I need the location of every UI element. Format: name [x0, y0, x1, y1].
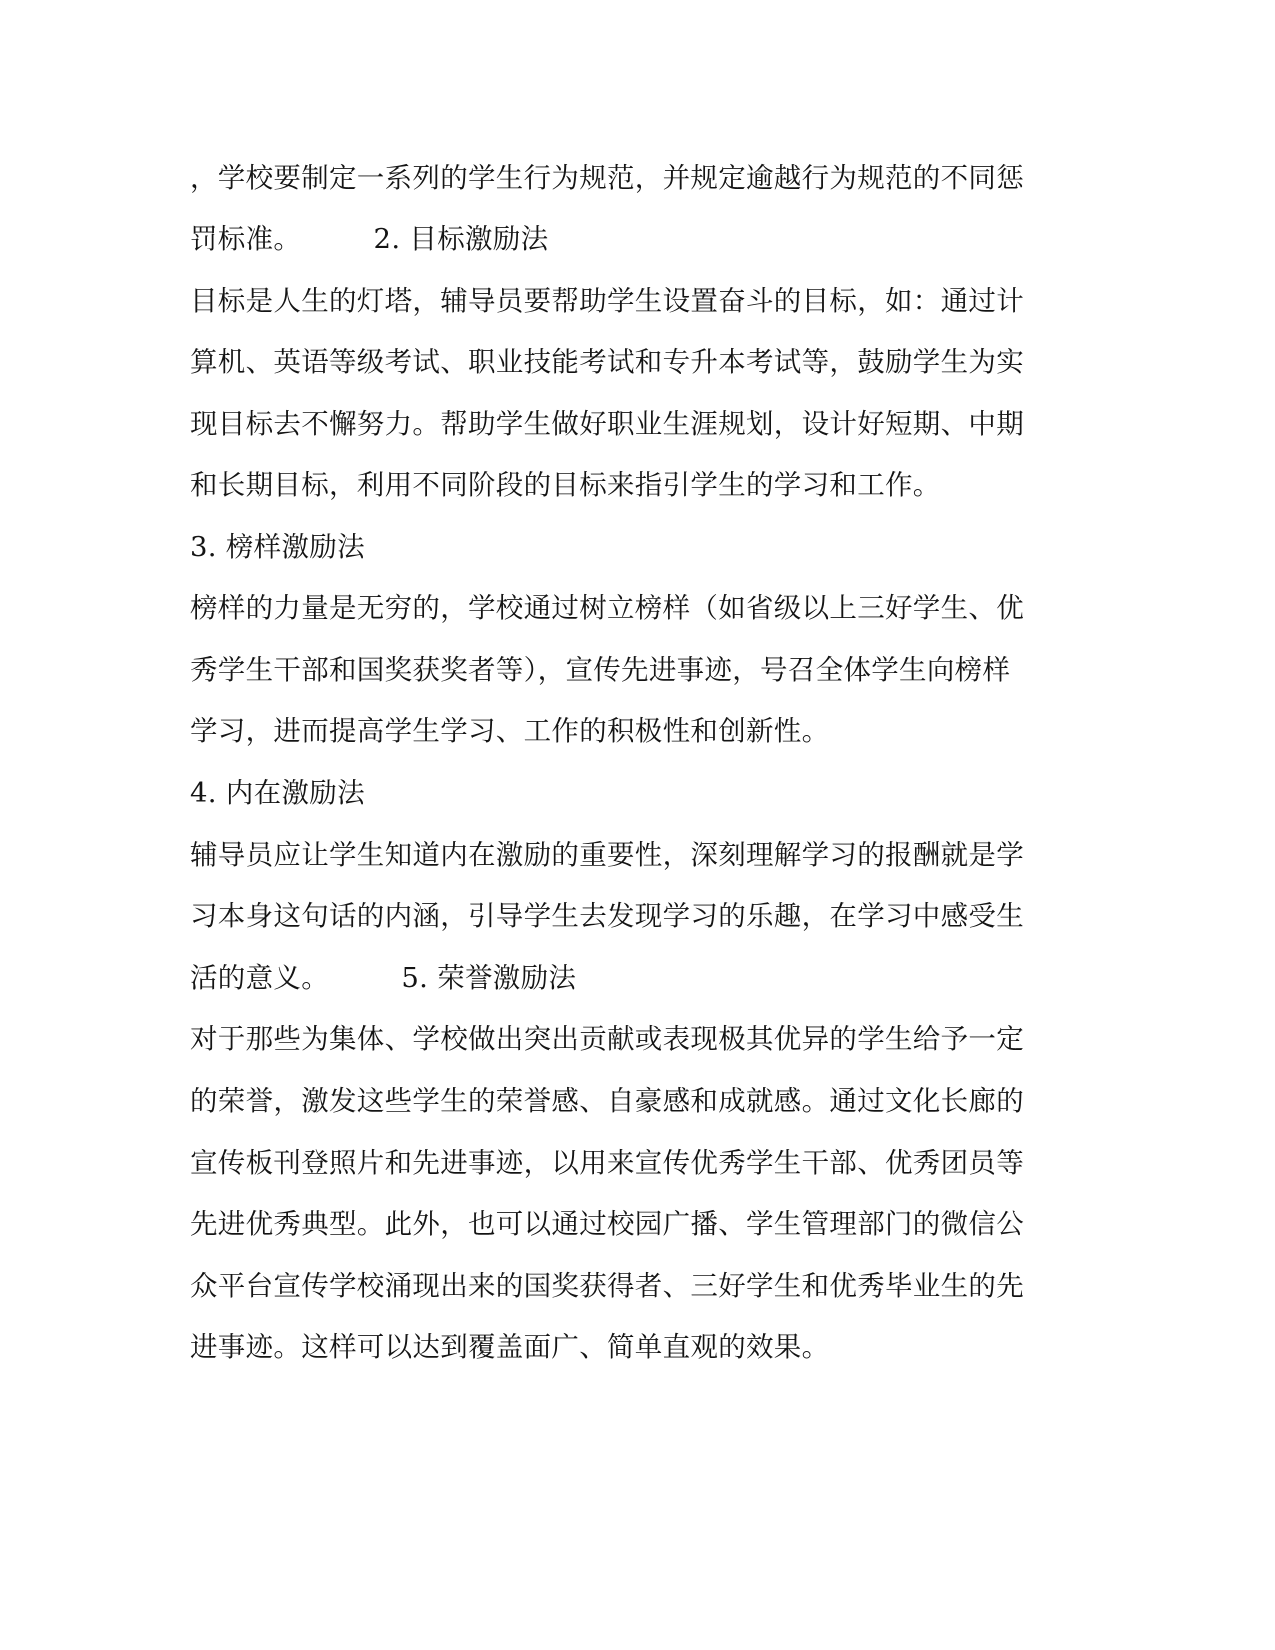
text-line: 算机、英语等级考试、职业技能考试和专升本考试等，鼓励学生为实 [190, 346, 1024, 378]
section-heading: 4. 内在激励法 [190, 777, 365, 809]
text-line: 众平台宣传学校涌现出来的国奖获得者、三好学生和优秀毕业生的先 [190, 1270, 1024, 1302]
text-line: 宣传板刊登照片和先进事迹，以用来宣传优秀学生干部、优秀团员等 [190, 1147, 1024, 1179]
text-line: 辅导员应让学生知道内在激励的重要性，深刻理解学习的报酬就是学 [190, 839, 1024, 871]
text-line: 对于那些为集体、学校做出突出贡献或表现极其优异的学生给予一定 [190, 1023, 1024, 1055]
text-line: 进事迹。这样可以达到覆盖面广、简单直观的效果。 [190, 1331, 830, 1363]
text-line: 目标是人生的灯塔，辅导员要帮助学生设置奋斗的目标，如：通过计 [190, 285, 1024, 317]
text-line: 先进优秀典型。此外，也可以通过校园广播、学生管理部门的微信公 [190, 1208, 1024, 1240]
text-line: 榜样的力量是无穷的，学校通过树立榜样（如省级以上三好学生、优 [190, 592, 1024, 624]
text-line: 罚标准。 2. 目标激励法 [190, 223, 549, 255]
text-line: 现目标去不懈努力。帮助学生做好职业生涯规划，设计好短期、中期 [190, 408, 1024, 440]
text-line: 活的意义。 5. 荣誉激励法 [190, 962, 577, 994]
text-line: 学习，进而提高学生学习、工作的积极性和创新性。 [190, 715, 830, 747]
text-line: 习本身这句话的内涵，引导学生去发现学习的乐趣，在学习中感受生 [190, 900, 1024, 932]
text-line: 和长期目标，利用不同阶段的目标来指引学生的学习和工作。 [190, 469, 941, 501]
text-line: 秀学生干部和国奖获奖者等），宣传先进事迹，号召全体学生向榜样 [190, 654, 1011, 686]
section-heading: 3. 榜样激励法 [190, 531, 365, 563]
text-line: ，学校要制定一系列的学生行为规范，并规定逾越行为规范的不同惩 [190, 162, 1024, 194]
text-line: 的荣誉，激发这些学生的荣誉感、自豪感和成就感。通过文化长廊的 [190, 1085, 1024, 1117]
